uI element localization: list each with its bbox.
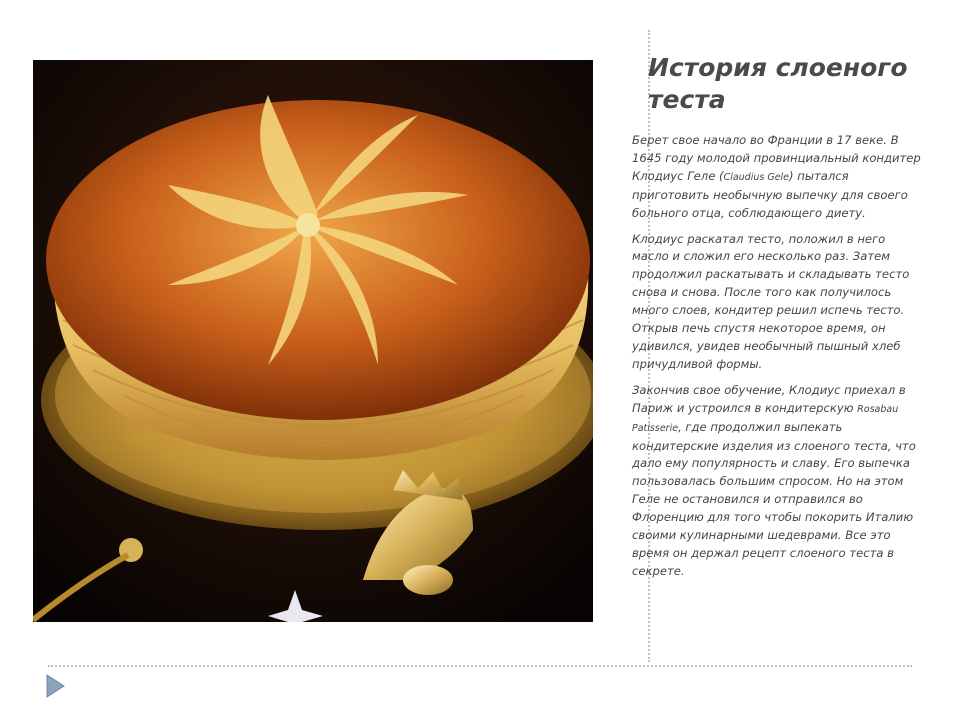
play-triangle-icon[interactable] <box>46 674 66 698</box>
paragraph-career <box>632 382 922 581</box>
paragraph-text: Закончив свое обучение, Клодиус приехал в Париж и устроился в кондитерскую <box>632 382 906 415</box>
paragraph-text: ) пытался приготовить необычную выпечку для своего больного отца, соблюдающего диету. <box>632 168 908 220</box>
paragraph-origin <box>632 132 922 223</box>
paragraph-text: , где продолжил выпекать кондитерские изделия из слоеного теста, что дало ему популярность и славу. Его выпечка пользовалась большим спросом. Но на этом Геле не остановился и отправился во Флоренцию для того чтобы покорить Италию своими кулинарными шедеврами. Все это время он держал рецепт слоеного теста в секрете. <box>632 419 916 578</box>
name-latin: Claudius Gele <box>723 171 790 183</box>
paragraph-text: Клодиус раскатал тесто, положил в него масло и сложил его несколько раз. Затем продолжил раскатывать и складывать тесто снова и снова. После того как получилось много слоев, кондитер решил испечь тесто. Открыв печь спустя некоторое время, он удивился, увидев необычный пышный хлеб причудливой формы. <box>632 231 910 371</box>
paragraph-text: Берет свое начало во Франции в 17 веке. В 1645 году молодой провинциальный кондитер Клодиус Геле ( <box>632 133 921 183</box>
patisserie-name: Rosabau Patisserie <box>632 403 899 434</box>
slide-title: История слоеного теста <box>648 53 908 114</box>
paragraph-invention <box>632 231 922 374</box>
horizontal-dotted-rule <box>48 665 912 667</box>
body-text <box>632 132 922 589</box>
puff-pastry-pie-photo <box>33 60 593 622</box>
